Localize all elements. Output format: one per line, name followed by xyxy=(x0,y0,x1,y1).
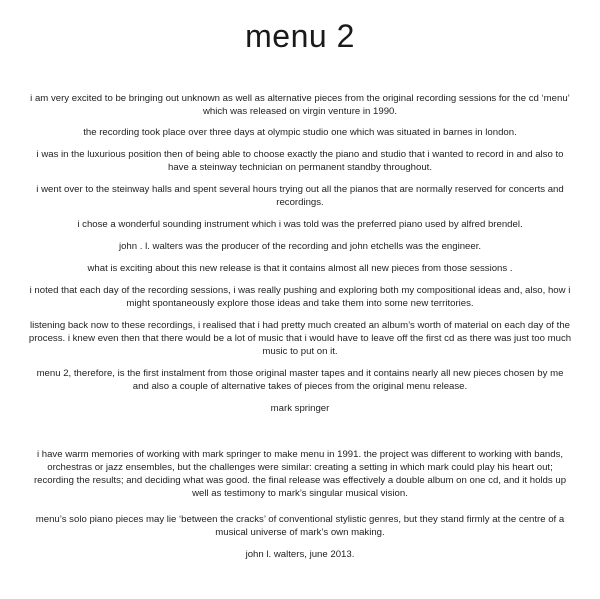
signature-john-walters: john l. walters, june 2013. xyxy=(245,549,355,560)
paragraph-new-release: what is exciting about this new release is that it contains almost all new pieces from those sessions . xyxy=(87,263,513,274)
paragraph-menu-2: menu 2, therefore, is the first instalment from those original master tapes and it contains nearly all new pieces chosen by me and also a couple of alternative takes of pieces from the original menu release. xyxy=(36,368,564,392)
paragraph-steinway-halls: i went over to the steinway halls and spent several hours trying out all the pianos that are normally reserved for concerts and recordings. xyxy=(36,184,564,208)
paragraph-producer: john . l. walters was the producer of the recording and john etchells was the engineer. xyxy=(118,241,482,252)
paragraph-recording-location: the recording took place over three days at olympic studio one which was situated in barnes in london. xyxy=(83,127,517,138)
signature-mark-springer: mark springer xyxy=(270,403,330,414)
paragraph-piano-choice: i was in the luxurious position then of being able to choose exactly the piano and studio that i wanted to record in and also to have a steinway technician on permanent standby throughout. xyxy=(36,149,564,173)
page-title: menu 2 xyxy=(245,18,355,54)
paragraph-warm-memories: i have warm memories of working with mark springer to make menu in 1991. the project was different to working with bands, orchestras or jazz ensembles, but the challenges were similar: creating a setting in which mark could play his heart out; recording the results; and deciding what was good. the final release was effectively a double album on one cd, and it holds up well as testimony to mark’s singular musical vision. xyxy=(33,449,567,499)
paragraph-listening-back: listening back now to these recordings, i realised that i had pretty much created an album’s worth of material on each day of the process. i knew even then that there would be a lot of music that i would have to leave off the first cd as there was just too much music to put on it. xyxy=(28,320,572,357)
paragraph-brendel-piano: i chose a wonderful sounding instrument which i was told was the preferred piano used by alfred brendel. xyxy=(77,219,523,230)
paragraph-intro: i am very excited to be bringing out unknown as well as alternative pieces from the original recording sessions for the cd ‘menu’ which was released on virgin venture in 1990. xyxy=(30,93,570,117)
paragraph-sessions: i noted that each day of the recording sessions, i was really pushing and exploring both my compositional ideas and, also, how i might spontaneously explore those ideas and take them into some new territories. xyxy=(29,285,571,309)
paragraph-between-cracks: menu’s solo piano pieces may lie ‘between the cracks’ of conventional stylistic genres, but they stand firmly at the centre of a musical universe of mark’s own making. xyxy=(35,514,565,538)
